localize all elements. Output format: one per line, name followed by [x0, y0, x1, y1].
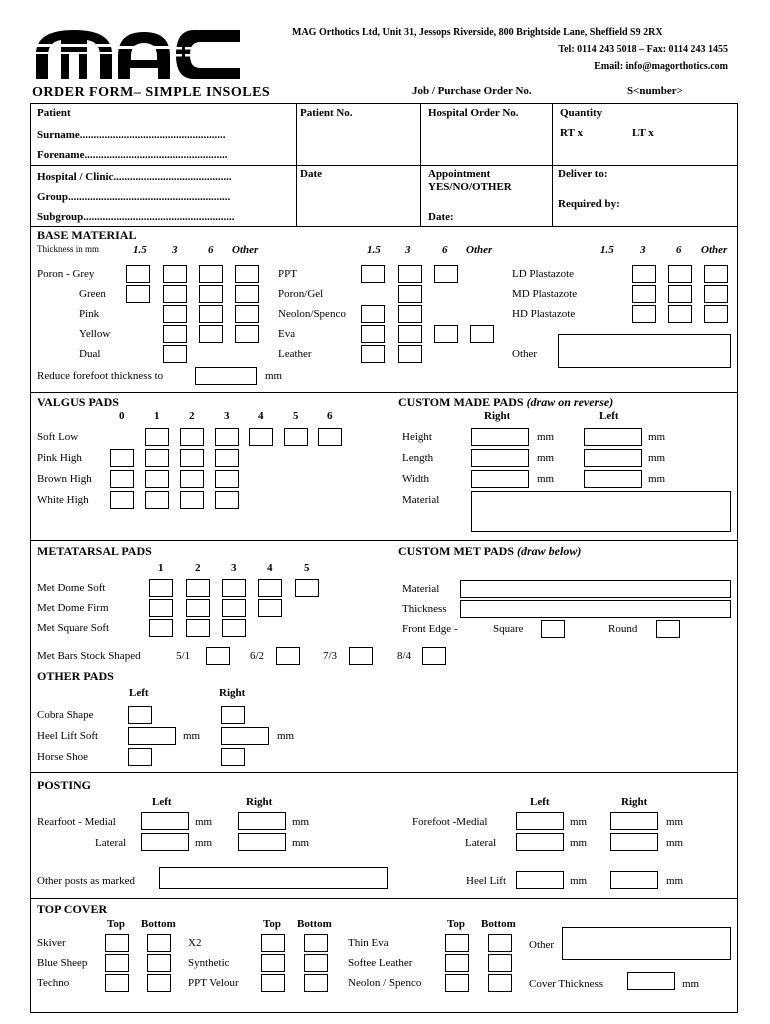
top-cover-title: TOP COVER	[37, 902, 108, 916]
deliver-to-field[interactable]: Deliver to:	[558, 168, 608, 180]
hospital-order-no-field[interactable]: Hospital Order No.	[428, 107, 519, 119]
base-row-hd-plastazote: HD Plastazote	[512, 308, 576, 320]
mm-label: mm	[292, 816, 310, 828]
top-cover-top-header-3: Top	[447, 918, 465, 930]
met-bar-6-2-label: 6/2	[250, 650, 265, 662]
base-col-header-6: 6	[208, 244, 214, 256]
logo-letter-c	[174, 30, 242, 79]
top-cover-bottom-header-1: Bottom	[141, 918, 176, 930]
top-cover-top-header-2: Top	[263, 918, 281, 930]
custom-pads-left-label: Left	[599, 410, 619, 422]
mm-label: mm	[537, 431, 555, 443]
custom-pads-height-left-input[interactable]	[584, 428, 642, 446]
base-col-header-1.5: 1.5	[133, 244, 147, 256]
other-posts-label: Other posts as marked	[37, 875, 136, 887]
custom-made-pads-title: CUSTOM MADE PADS (draw on reverse)	[398, 395, 614, 409]
met-bar-5-1-label: 5/1	[176, 650, 191, 662]
met-met-square-soft-1-checkbox[interactable]	[149, 619, 173, 637]
forefoot-lateral-right-input[interactable]	[610, 833, 658, 851]
patient-no-field[interactable]: Patient No.	[300, 107, 353, 119]
rearfoot-medial-label: Rearfoot - Medial	[37, 816, 116, 828]
valgus-col-header-5: 5	[293, 410, 299, 422]
rearfoot-lateral-label: Lateral	[95, 837, 127, 849]
base-green-other-checkbox[interactable]	[235, 285, 259, 303]
heel-lift-soft-label: Heel Lift Soft	[37, 730, 99, 742]
forefoot-lateral-left-input[interactable]	[516, 833, 564, 851]
base-row-yellow: Yellow	[79, 328, 111, 340]
reduce-mm-label: mm	[265, 370, 283, 382]
base-poron-grey-other-checkbox[interactable]	[235, 265, 259, 283]
base-row-poron-grey: Poron - Grey	[37, 268, 95, 280]
patient-label: Patient	[37, 107, 71, 119]
forefoot-medial-left-input[interactable]	[516, 812, 564, 830]
mm-label: mm	[570, 816, 588, 828]
base-material-title: BASE MATERIAL	[37, 228, 137, 242]
base-poron-grey-1.5-checkbox[interactable]	[126, 265, 150, 283]
met-bar-5-1-checkbox[interactable]	[206, 647, 230, 665]
valgus-white-high-0-checkbox[interactable]	[110, 491, 134, 509]
cover-thickness-input[interactable]	[627, 972, 675, 990]
top-cover-synthetic-top-checkbox[interactable]	[261, 954, 285, 972]
base-ppt-3-checkbox[interactable]	[398, 265, 422, 283]
custom-met-material-label: Material	[402, 583, 440, 595]
base-col-header-6: 6	[676, 244, 682, 256]
mag-logo	[34, 24, 244, 80]
base-hd-plastazote-1.5-checkbox[interactable]	[632, 305, 656, 323]
met-met-dome-firm-1-checkbox[interactable]	[149, 599, 173, 617]
company-email: Email: info@magorthotics.com	[594, 61, 728, 72]
met-bar-8-4-label: 8/4	[397, 650, 412, 662]
top-cover-blue-sheep-top-checkbox[interactable]	[105, 954, 129, 972]
base-pink-6-checkbox[interactable]	[199, 305, 223, 323]
base-green-1.5-checkbox[interactable]	[126, 285, 150, 303]
valgus-white-high-2-checkbox[interactable]	[180, 491, 204, 509]
top-cover-neolon-spenco-bottom-checkbox[interactable]	[488, 974, 512, 992]
base-ppt-6-checkbox[interactable]	[434, 265, 458, 283]
posting-rear-left-label: Left	[152, 796, 172, 808]
met-met-dome-firm-3-checkbox[interactable]	[222, 599, 246, 617]
custom-pads-length-right-input[interactable]	[471, 449, 529, 467]
top-cover-blue-sheep-label: Blue Sheep	[37, 957, 88, 969]
met-row-met-dome-soft: Met Dome Soft	[37, 582, 106, 594]
top-cover-ppt-velour-bottom-checkbox[interactable]	[304, 974, 328, 992]
mm-label: mm	[648, 473, 666, 485]
other-pads-right-label: Right	[219, 687, 246, 699]
valgus-soft-low-6-checkbox[interactable]	[318, 428, 342, 446]
posting-rear-right-label: Right	[246, 796, 273, 808]
heel-lift-left-input[interactable]	[516, 871, 564, 889]
top-cover-other-input[interactable]	[562, 927, 731, 960]
cover-thickness-label: Cover Thickness	[529, 978, 604, 990]
valgus-col-header-3: 3	[224, 410, 230, 422]
job-po-number: S<number>	[627, 85, 683, 97]
met-bar-6-2-checkbox[interactable]	[276, 647, 300, 665]
met-met-dome-soft-4-checkbox[interactable]	[258, 579, 282, 597]
base-eva-3-checkbox[interactable]	[398, 325, 422, 343]
base-row-pink: Pink	[79, 308, 100, 320]
top-cover-skiver-top-checkbox[interactable]	[105, 934, 129, 952]
heel-lift-label: Heel Lift	[466, 875, 507, 887]
thickness-label: Thickness in mm	[37, 244, 99, 254]
base-ppt-1.5-checkbox[interactable]	[361, 265, 385, 283]
valgus-pads-title: VALGUS PADS	[37, 395, 119, 409]
met-bars-label: Met Bars Stock Shaped	[37, 650, 141, 662]
base-pink-other-checkbox[interactable]	[235, 305, 259, 323]
logo-letter-m	[34, 30, 114, 79]
appointment-date-field[interactable]: Date:	[428, 211, 454, 223]
base-ld-plastazote-6-checkbox[interactable]	[704, 265, 728, 283]
top-cover-neolon-spenco-label: Neolon / Spenco	[348, 977, 422, 989]
met-col-header-1: 1	[158, 562, 164, 574]
appointment-options[interactable]: YES/NO/OTHER	[428, 181, 512, 193]
reduce-forefoot-label: Reduce forefoot thickness to	[37, 370, 164, 382]
valgus-soft-low-5-checkbox[interactable]	[284, 428, 308, 446]
valgus-row-white-high: White High	[37, 494, 89, 506]
top-cover-bottom-header-2: Bottom	[297, 918, 332, 930]
top-cover-softee-leather-bottom-checkbox[interactable]	[488, 954, 512, 972]
valgus-col-header-4: 4	[258, 410, 264, 422]
custom-pads-length-left-input[interactable]	[584, 449, 642, 467]
base-row-green: Green	[79, 288, 106, 300]
base-row-ld-plastazote: LD Plastazote	[512, 268, 575, 280]
reduce-forefoot-input[interactable]	[195, 367, 257, 385]
met-row-met-dome-firm: Met Dome Firm	[37, 602, 109, 614]
mm-label: mm	[195, 816, 213, 828]
met-bar-7-3-checkbox[interactable]	[349, 647, 373, 665]
forefoot-medial-right-input[interactable]	[610, 812, 658, 830]
base-yellow-other-checkbox[interactable]	[235, 325, 259, 343]
top-cover-techno-label: Techno	[37, 977, 70, 989]
base-col-header-other: Other	[466, 244, 493, 256]
base-poron-grey-3-checkbox[interactable]	[163, 265, 187, 283]
base-neolon-spenco-1.5-checkbox[interactable]	[361, 305, 385, 323]
base-col-header-1.5: 1.5	[367, 244, 381, 256]
base-row-ppt: PPT	[278, 268, 297, 280]
front-edge-square-label: Square	[493, 623, 524, 635]
custom-pads-width-right-input[interactable]	[471, 470, 529, 488]
met-bar-7-3-label: 7/3	[323, 650, 338, 662]
base-col-header-6: 6	[442, 244, 448, 256]
valgus-col-header-6: 6	[327, 410, 333, 422]
custom-pads-height-label: Height	[402, 431, 432, 443]
base-green-3-checkbox[interactable]	[163, 285, 187, 303]
forefoot-lateral-label: Lateral	[465, 837, 497, 849]
company-phone: Tel: 0114 243 5018 – Fax: 0114 243 1455	[558, 44, 728, 55]
heel-lift-left-mm: mm	[183, 730, 201, 742]
base-other-input[interactable]	[558, 334, 731, 368]
rearfoot-medial-right-input[interactable]	[238, 812, 286, 830]
mm-label: mm	[195, 837, 213, 849]
mm-label: mm	[666, 875, 684, 887]
mm-label: mm	[537, 452, 555, 464]
heel-lift-right-input[interactable]	[610, 871, 658, 889]
met-col-header-4: 4	[267, 562, 273, 574]
cobra-shape-left-checkbox[interactable]	[128, 706, 152, 724]
base-poron-gel-3-checkbox[interactable]	[398, 285, 422, 303]
front-edge-round-checkbox[interactable]	[656, 620, 680, 638]
cobra-shape-right-checkbox[interactable]	[221, 706, 245, 724]
heel-lift-soft-left-input[interactable]	[128, 727, 176, 745]
valgus-soft-low-2-checkbox[interactable]	[180, 428, 204, 446]
top-cover-top-header-1: Top	[107, 918, 125, 930]
top-cover-blue-sheep-bottom-checkbox[interactable]	[147, 954, 171, 972]
base-hd-plastazote-3-checkbox[interactable]	[668, 305, 692, 323]
front-edge-square-checkbox[interactable]	[541, 620, 565, 638]
base-eva-other-checkbox[interactable]	[470, 325, 494, 343]
base-leather-1.5-checkbox[interactable]	[361, 345, 385, 363]
met-row-met-square-soft: Met Square Soft	[37, 622, 110, 634]
base-dual-3-checkbox[interactable]	[163, 345, 187, 363]
base-col-header-3: 3	[640, 244, 646, 256]
base-col-header-1.5: 1.5	[600, 244, 614, 256]
top-cover-x2-bottom-checkbox[interactable]	[304, 934, 328, 952]
front-edge-round-label: Round	[608, 623, 638, 635]
top-cover-ppt-velour-label: PPT Velour	[188, 977, 239, 989]
met-met-square-soft-3-checkbox[interactable]	[222, 619, 246, 637]
top-cover-softee-leather-top-checkbox[interactable]	[445, 954, 469, 972]
base-row-eva: Eva	[278, 328, 296, 340]
valgus-white-high-1-checkbox[interactable]	[145, 491, 169, 509]
posting-fore-left-label: Left	[530, 796, 550, 808]
met-col-header-5: 5	[304, 562, 310, 574]
heel-lift-right-mm: mm	[277, 730, 295, 742]
base-eva-1.5-checkbox[interactable]	[361, 325, 385, 343]
top-cover-ppt-velour-top-checkbox[interactable]	[261, 974, 285, 992]
top-cover-synthetic-label: Synthetic	[188, 957, 230, 969]
base-md-plastazote-6-checkbox[interactable]	[704, 285, 728, 303]
rearfoot-medial-left-input[interactable]	[141, 812, 189, 830]
quantity-rt-field[interactable]: RT x	[560, 127, 583, 139]
cobra-shape-label: Cobra Shape	[37, 709, 94, 721]
custom-met-material-input[interactable]	[460, 580, 731, 598]
front-edge-label: Front Edge -	[402, 623, 458, 635]
base-leather-3-checkbox[interactable]	[398, 345, 422, 363]
heel-lift-soft-right-input[interactable]	[221, 727, 269, 745]
base-eva-6-checkbox[interactable]	[434, 325, 458, 343]
met-met-dome-soft-5-checkbox[interactable]	[295, 579, 319, 597]
base-yellow-6-checkbox[interactable]	[199, 325, 223, 343]
valgus-pink-high-0-checkbox[interactable]	[110, 449, 134, 467]
mm-label: mm	[570, 837, 588, 849]
cover-thickness-mm: mm	[682, 978, 700, 990]
posting-title: POSTING	[37, 778, 92, 792]
custom-pads-length-label: Length	[402, 452, 434, 464]
base-row-neolon-spenco: Neolon/Spenco	[278, 308, 346, 320]
mm-label: mm	[570, 875, 588, 887]
met-met-square-soft-2-checkbox[interactable]	[186, 619, 210, 637]
date-field[interactable]: Date	[300, 168, 322, 180]
valgus-row-brown-high: Brown High	[37, 473, 92, 485]
top-cover-synthetic-bottom-checkbox[interactable]	[304, 954, 328, 972]
quantity-lt-field[interactable]: LT x	[632, 127, 654, 139]
base-col-header-other: Other	[232, 244, 259, 256]
custom-pads-width-label: Width	[402, 473, 430, 485]
base-col-header-3: 3	[172, 244, 178, 256]
met-col-header-3: 3	[231, 562, 237, 574]
valgus-pink-high-1-checkbox[interactable]	[145, 449, 169, 467]
top-cover-skiver-bottom-checkbox[interactable]	[147, 934, 171, 952]
base-md-plastazote-3-checkbox[interactable]	[668, 285, 692, 303]
valgus-row-pink-high: Pink High	[37, 452, 82, 464]
top-cover-skiver-label: Skiver	[37, 937, 66, 949]
custom-pads-width-left-input[interactable]	[584, 470, 642, 488]
forename-field[interactable]: Forename....................................................	[37, 149, 228, 161]
top-cover-neolon-spenco-top-checkbox[interactable]	[445, 974, 469, 992]
horse-shoe-label: Horse Shoe	[37, 751, 89, 763]
base-hd-plastazote-6-checkbox[interactable]	[704, 305, 728, 323]
rearfoot-lateral-left-input[interactable]	[141, 833, 189, 851]
top-cover-thin-eva-label: Thin Eva	[348, 937, 389, 949]
base-neolon-spenco-3-checkbox[interactable]	[398, 305, 422, 323]
base-ld-plastazote-3-checkbox[interactable]	[668, 265, 692, 283]
mm-label: mm	[292, 837, 310, 849]
met-met-dome-firm-4-checkbox[interactable]	[258, 599, 282, 617]
top-cover-techno-top-checkbox[interactable]	[105, 974, 129, 992]
valgus-soft-low-1-checkbox[interactable]	[145, 428, 169, 446]
hospital-clinic-field[interactable]: Hospital / Clinic...........................................	[37, 171, 232, 183]
base-col-header-3: 3	[405, 244, 411, 256]
valgus-soft-low-3-checkbox[interactable]	[215, 428, 239, 446]
valgus-col-header-2: 2	[189, 410, 195, 422]
top-cover-other-label: Other	[529, 939, 555, 951]
met-col-header-2: 2	[195, 562, 201, 574]
valgus-brown-high-0-checkbox[interactable]	[110, 470, 134, 488]
quantity-label: Quantity	[560, 107, 603, 119]
base-row-leather: Leather	[278, 348, 312, 360]
company-address: MAG Orthotics Ltd, Unit 31, Jessops Riverside, 800 Brightside Lane, Sheffield S9 2RX	[292, 27, 663, 38]
surname-field[interactable]: Surname.....................................................	[37, 129, 226, 141]
valgus-col-header-0: 0	[119, 410, 125, 422]
base-col-header-other: Other	[701, 244, 728, 256]
forefoot-medial-label: Forefoot -Medial	[412, 816, 488, 828]
valgus-pink-high-2-checkbox[interactable]	[180, 449, 204, 467]
top-cover-techno-bottom-checkbox[interactable]	[147, 974, 171, 992]
custom-met-thickness-input[interactable]	[460, 600, 731, 618]
logo-letter-a	[116, 32, 172, 79]
met-met-dome-soft-1-checkbox[interactable]	[149, 579, 173, 597]
subgroup-field[interactable]: Subgroup.......................................................	[37, 211, 235, 223]
base-row-poron-gel: Poron/Gel	[278, 288, 324, 300]
top-cover-bottom-header-3: Bottom	[481, 918, 516, 930]
custom-met-thickness-label: Thickness	[402, 603, 447, 615]
valgus-brown-high-3-checkbox[interactable]	[215, 470, 239, 488]
mm-label: mm	[648, 452, 666, 464]
base-yellow-3-checkbox[interactable]	[163, 325, 187, 343]
other-pads-title: OTHER PADS	[37, 669, 114, 683]
valgus-soft-low-4-checkbox[interactable]	[249, 428, 273, 446]
custom-pads-material-input[interactable]	[471, 491, 731, 532]
job-po-label: Job / Purchase Order No.	[412, 85, 532, 97]
mm-label: mm	[666, 816, 684, 828]
base-row-dual: Dual	[79, 348, 101, 360]
valgus-col-header-1: 1	[154, 410, 160, 422]
base-poron-grey-6-checkbox[interactable]	[199, 265, 223, 283]
top-cover-x2-label: X2	[188, 937, 202, 949]
valgus-white-high-3-checkbox[interactable]	[215, 491, 239, 509]
top-cover-x2-top-checkbox[interactable]	[261, 934, 285, 952]
valgus-pink-high-3-checkbox[interactable]	[215, 449, 239, 467]
base-md-plastazote-1.5-checkbox[interactable]	[632, 285, 656, 303]
base-row-other: Other	[512, 348, 538, 360]
base-green-6-checkbox[interactable]	[199, 285, 223, 303]
base-pink-3-checkbox[interactable]	[163, 305, 187, 323]
met-met-dome-soft-2-checkbox[interactable]	[186, 579, 210, 597]
mm-label: mm	[648, 431, 666, 443]
form-title: ORDER FORM– SIMPLE INSOLES	[32, 85, 271, 100]
metatarsal-pads-title: METATARSAL PADS	[37, 544, 152, 558]
top-cover-thin-eva-top-checkbox[interactable]	[445, 934, 469, 952]
mm-label: mm	[666, 837, 684, 849]
valgus-row-soft-low: Soft Low	[37, 431, 79, 443]
group-field[interactable]: Group...........................................................	[37, 191, 231, 203]
appointment-label: Appointment	[428, 168, 491, 180]
met-met-dome-firm-2-checkbox[interactable]	[186, 599, 210, 617]
custom-pads-height-right-input[interactable]	[471, 428, 529, 446]
top-cover-softee-leather-label: Softee Leather	[348, 957, 413, 969]
other-pads-left-label: Left	[129, 687, 149, 699]
horse-shoe-left-checkbox[interactable]	[128, 748, 152, 766]
required-by-field[interactable]: Required by:	[558, 198, 620, 210]
top-cover-thin-eva-bottom-checkbox[interactable]	[488, 934, 512, 952]
custom-met-pads-title: CUSTOM MET PADS (draw below)	[398, 544, 582, 558]
valgus-brown-high-1-checkbox[interactable]	[145, 470, 169, 488]
valgus-brown-high-2-checkbox[interactable]	[180, 470, 204, 488]
custom-pads-right-label: Right	[484, 410, 511, 422]
mm-label: mm	[537, 473, 555, 485]
met-bar-8-4-checkbox[interactable]	[422, 647, 446, 665]
horse-shoe-right-checkbox[interactable]	[221, 748, 245, 766]
base-row-md-plastazote: MD Plastazote	[512, 288, 578, 300]
base-ld-plastazote-1.5-checkbox[interactable]	[632, 265, 656, 283]
rearfoot-lateral-right-input[interactable]	[238, 833, 286, 851]
posting-fore-right-label: Right	[621, 796, 648, 808]
custom-pads-material-label: Material	[402, 494, 440, 506]
other-posts-input[interactable]	[159, 867, 388, 889]
met-met-dome-soft-3-checkbox[interactable]	[222, 579, 246, 597]
